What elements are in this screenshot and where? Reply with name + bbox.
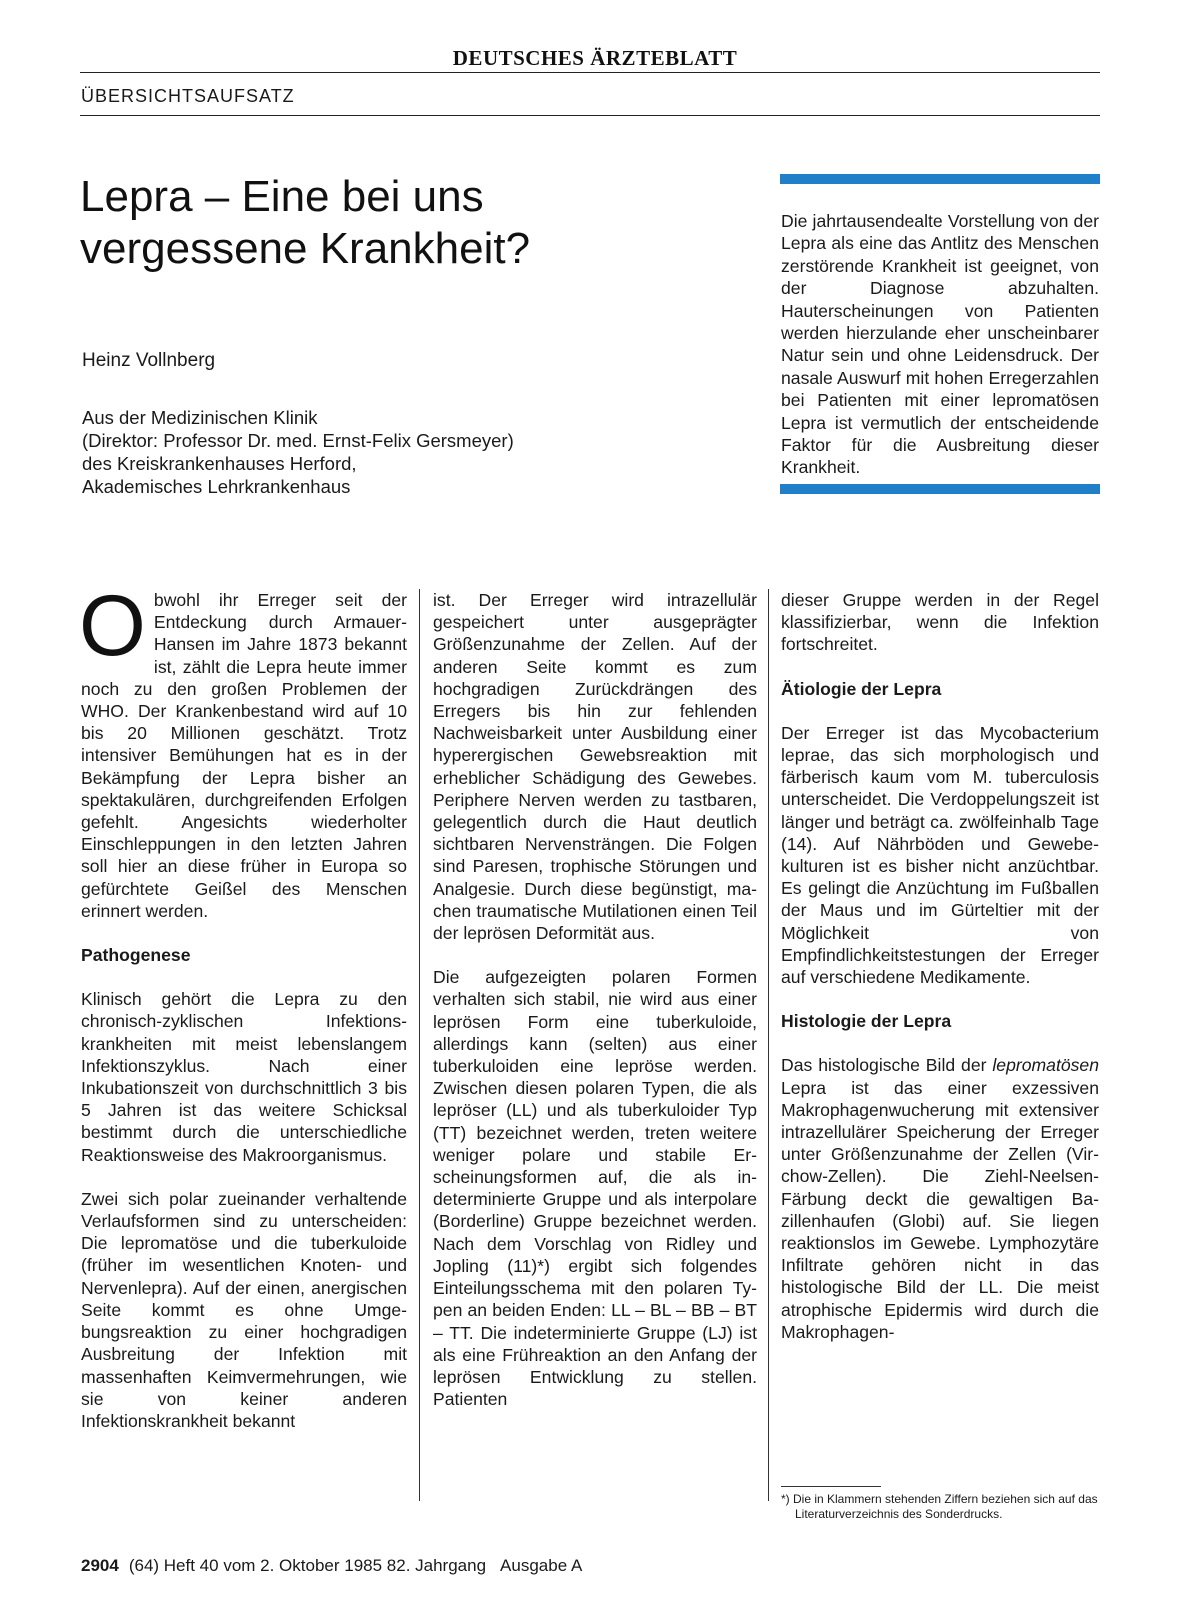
body-paragraph xyxy=(781,1054,1099,1343)
affiliation-line: des Kreiskrankenhauses Herford, xyxy=(82,453,357,474)
author: Heinz Vollnberg xyxy=(82,350,216,371)
abstract-top-bar xyxy=(780,174,1100,184)
affiliation-line: Aus der Medizinischen Klinik xyxy=(82,407,318,428)
body-paragraph: ist. Der Erreger wird intrazellulär gespeichert unter ausgeprägter Größenzunahme der Zellen. Auf der anderen Seite kommt es zum hochgradigen Zurückdrängen des Erregers bis hin zur fehlenden Nachweisbarkeit unter Ausbildung einer hyperergischen Gewebsreaktion mit erheblicher Schädigung des Gewebes. Periphere Nerven werden zu tastbaren, gelegentlich durch die Haut deutlich sichtbaren Nervensträngen. Die Folgen sind Paresen, trophische Störungen und Analgesie. Durch diese begünstigt, machen traumatische Mutilationen einen Teil der leprösen Deformität aus. xyxy=(433,590,757,944)
intro-paragraph xyxy=(79,578,407,922)
edition: Ausgabe A xyxy=(500,1556,583,1575)
masthead-rule xyxy=(80,72,1100,73)
section-rule xyxy=(80,115,1100,116)
heading-histologie: Histologie der Lepra xyxy=(781,1011,952,1032)
heading-aetiologie: Ätiologie der Lepra xyxy=(781,678,942,699)
abstract: Die jahrtausendealte Vorstellung von der Lepra als eine das Antlitz des Menschen zerstörende Krankheit ist geeignet, von der Diagnose abzuhalten. Hauterscheinungen von Patienten werden hierzulande eher unscheinbarer Natur sein und ohne Leidensdruck. Der nasale Auswurf mit hohen Erregerzahlen bei Patienten mit einer lepromatösen Lepra ist vermutlich der entscheidende Faktor für die Ausbreitung dieser Krankheit. xyxy=(781,211,1099,478)
body-paragraph: Zwei sich polar zueinander verhaltende Verlaufsformen sind zu unterscheiden: Die lepromatöse und die tuberkuloide (früher im wesentlichen Knoten- und Nervenlepra). Auf der einen, anergischen Seite kommt es ohne Umgebungsreaktion zu einer hochgradigen Ausbreitung der Infektion mit massenhaften Keimvermehrungen, wie sie von keiner anderen Infektionskrankheit bekannt xyxy=(81,1188,407,1431)
column-2 xyxy=(433,589,757,1410)
body-paragraph: Die aufgezeigten polaren Formen verhalten sich stabil, nie wird aus einer leprösen Form eine tuberkuloide, allerdings kann (selten) aus einer tuberkuloiden eine lepröse werden. Zwischen diesen polaren Typen, die als lepröser (LL) und als tuberkuloider Typ (TT) bezeichnet werden, treten weitere weniger polare und stabile Erscheinungsformen auf, die als indeterminierte Gruppe und als interpolare (Borderline) Gruppe bezeichnet werden. Nach dem Vorschlag von Ridley und Jopling (11)*) ergibt sich folgendes Einteilungsschema mit den polaren Typen an beiden Enden: LL – BL – BB – BT – TT. Die indeterminierte Gruppe (LJ) ist als eine Frühreaktion an den Anfang der leprösen Entwicklung zu stellen. Patienten xyxy=(433,967,757,1410)
intro-text: bwohl ihr Erreger seit der Entdeckung durch Armauer-Hansen im Jahre 1873 bekannt ist, zählt die Lepra heute immer noch zu den großen Problemen der WHO. Der Krankenbestand wird auf 10 bis 20 Millionen geschätzt. Trotz intensiver Bemühungen hat es in der Bekämpfung der Lepra bisher an spektakulären, durchgreifenden Erfolgen gefehlt. Angesichts wiederholter Einschleppungen in den letzten Jahren soll hier an diese früher in Europa so gefürchtete Geißel des Menschen erinnert werden. xyxy=(81,590,407,921)
histologie-text: Das histologische Bild der xyxy=(781,1055,993,1076)
body-paragraph: Klinisch gehört die Lepra zu den chronisch-zyklischen Infektionskrankheiten mit meist lebenslangem Infektionszyklus. Nach einer Inkubationszeit von durchschnittlich 3 bis 5 Jahren ist das weitere Schicksal bestimmt durch die unterschiedliche Reaktionsweise des Makroorganismus. xyxy=(81,989,407,1165)
body-paragraph: dieser Gruppe werden in der Regel klassifizierbar, wenn die Infektion fortschreitet. xyxy=(781,590,1099,655)
column-3 xyxy=(781,589,1099,1343)
column-rule xyxy=(419,589,420,1501)
histologie-emphasis: lepromatösen xyxy=(992,1055,1099,1076)
body-paragraph: Der Erreger ist das Mycobacterium leprae, das sich morphologisch und färberisch kaum vom M. tuberculosis unterscheidet. Die Verdoppelungszeit ist länger und beträgt ca. zwölfeinhalb Tage (14). Auf Nährböden und Gewebekulturen ist es bisher nicht anzüchtbar. Es gelingt die Anzüchtung im Fußballen der Maus und im Gürteltier mit der Möglichkeit von Empfindlichkeitstestungen der Erreger auf verschiedene Medikamente. xyxy=(781,722,1099,988)
issue-info: (64) Heft 40 vom 2. Oktober 1985 82. Jahrgang xyxy=(128,1556,487,1575)
affiliation-line: Akademisches Lehrkrankenhaus xyxy=(82,476,351,497)
page-footer xyxy=(81,1556,582,1576)
column-rule xyxy=(768,589,769,1501)
footnote: *) Die in Klammern stehenden Ziffern beziehen sich auf das Literaturverzeichnis des Sonderdrucks. xyxy=(781,1492,1098,1521)
page-number: 2904 xyxy=(81,1556,119,1575)
abstract-bottom-bar xyxy=(780,484,1100,494)
section-label: ÜBERSICHTSAUFSATZ xyxy=(81,86,295,106)
article-title: Lepra – Eine bei uns vergessene Krankheit? xyxy=(80,172,531,273)
affiliation xyxy=(82,406,514,498)
journal-name: DEUTSCHES ÄRZTEBLATT xyxy=(452,46,738,70)
histologie-text: Lepra ist das einer exzessiven Makrophagenwucherung mit extensiver intrazellulärer Speicherung der Erreger unter Größenzunahme der Zellen (Virchow-Zellen). Die Ziehl-Neelsen-Färbung deckt die gewaltigen Bazillenhaufen (Globi) auf. Sie liegen reaktionslos im Gewebe. Lymphozytäre Infiltrate gehören nicht in das histologische Bild der LL. Die meist atrophische Epidermis wird durch die Makrophagen- xyxy=(781,1077,1099,1342)
drop-cap: O xyxy=(79,578,146,674)
heading-pathogenese: Pathogenese xyxy=(81,945,191,966)
column-1 xyxy=(79,578,407,1432)
affiliation-line: (Direktor: Professor Dr. med. Ernst-Felix Gersmeyer) xyxy=(82,430,514,451)
footnote-rule xyxy=(781,1486,881,1487)
